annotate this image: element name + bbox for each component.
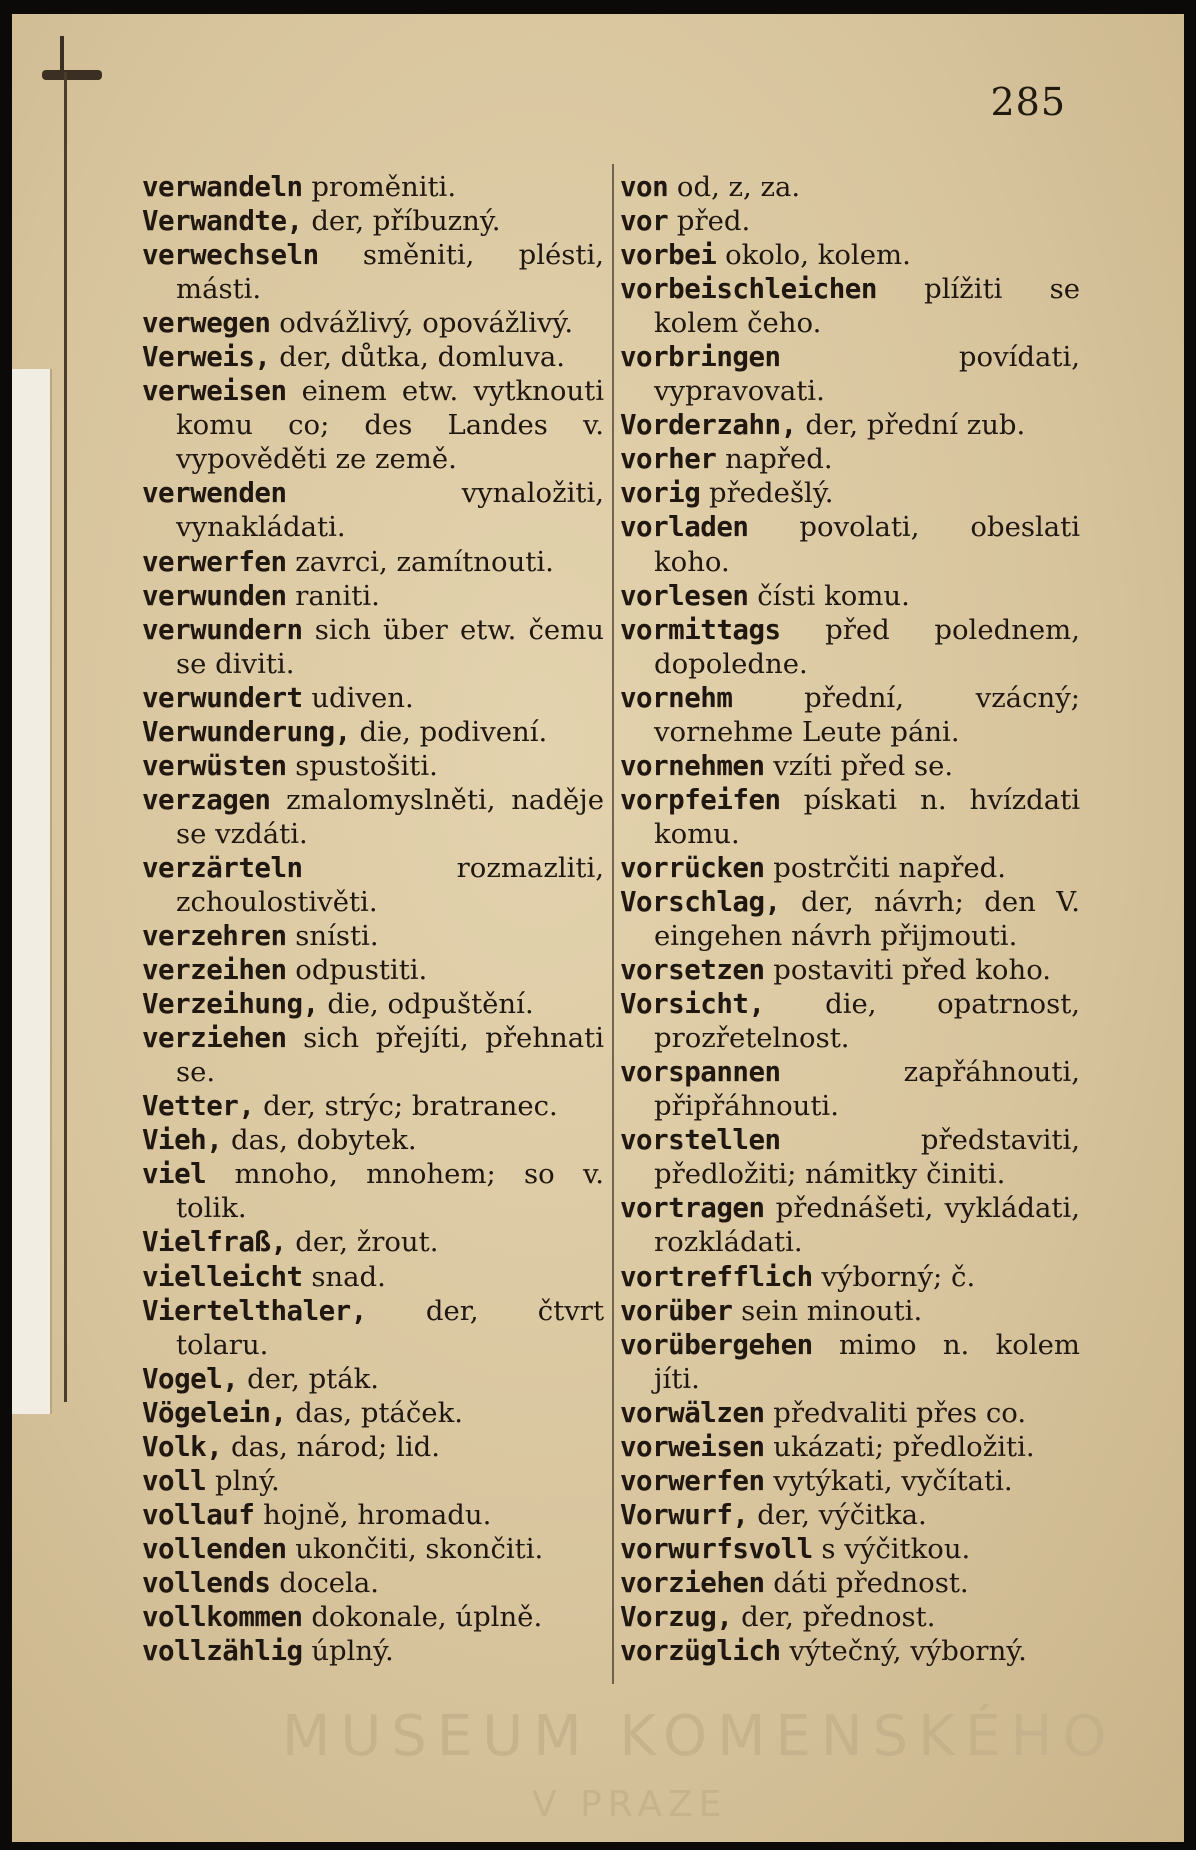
dictionary-entry	[620, 1294, 1080, 1328]
dictionary-entry	[620, 613, 1080, 681]
dictionary-entry	[620, 1328, 1080, 1396]
dictionary-entry	[620, 1123, 1080, 1191]
entry-definition: zapřáhnouti, připřáhnouti.	[654, 1056, 1080, 1123]
entry-definition: der, přednost.	[732, 1600, 936, 1633]
dictionary-entry	[142, 170, 604, 204]
entry-headword: vorbei	[620, 239, 717, 272]
entry-headword: Verzeihung,	[142, 988, 319, 1021]
dictionary-entry	[620, 238, 1080, 272]
dictionary-entry	[620, 987, 1080, 1055]
entry-definition: povolati, obeslati koho.	[654, 511, 1080, 578]
entry-definition: výtečný, výborný.	[780, 1635, 1027, 1668]
entry-headword: verweisen	[142, 375, 287, 408]
dictionary-entry	[620, 204, 1080, 238]
entry-headword: verwandeln	[142, 171, 303, 203]
column-divider	[612, 164, 614, 1684]
dictionary-entry	[142, 340, 604, 374]
entry-definition: zmalomyslněti, naděje se vzdáti.	[176, 783, 604, 850]
entry-headword: vorwurfsvoll	[620, 1532, 813, 1565]
entry-definition: der, důtka, domluva.	[270, 341, 566, 374]
entry-definition: sich über etw. čemu se diviti.	[176, 613, 604, 680]
dictionary-entry	[142, 987, 604, 1021]
entry-definition: směniti, plésti, másti.	[176, 239, 604, 306]
entry-definition: vytýkati, vyčítati.	[764, 1464, 1013, 1497]
entry-definition: hojně, hromadu.	[254, 1498, 492, 1531]
dictionary-entry	[142, 749, 604, 783]
dictionary-entry	[620, 510, 1080, 578]
entry-definition: das, národ; lid.	[222, 1430, 440, 1463]
dictionary-entry	[620, 272, 1080, 340]
entry-headword: vortragen	[620, 1192, 765, 1225]
entry-definition: proměniti.	[302, 171, 457, 203]
dictionary-entry	[142, 783, 604, 851]
dictionary-entry	[142, 1021, 604, 1089]
entry-definition: udiven.	[302, 681, 414, 714]
entry-headword: vorübergehen	[620, 1328, 813, 1361]
dictionary-entry	[620, 1532, 1080, 1566]
entry-definition: předvaliti přes co.	[764, 1396, 1027, 1429]
dictionary-entry	[142, 1260, 604, 1294]
entry-definition: der, strýc; bratranec.	[254, 1090, 558, 1123]
dictionary-entry	[142, 579, 604, 613]
left-column	[142, 170, 604, 1668]
entry-headword: vielleicht	[142, 1260, 303, 1293]
entry-definition: přední, vzácný; vornehme Leute páni.	[654, 681, 1080, 748]
entry-headword: vornehmen	[620, 749, 765, 782]
dictionary-entry	[142, 1634, 604, 1668]
dictionary-entry	[620, 1566, 1080, 1600]
dictionary-entry	[142, 1157, 604, 1225]
entry-definition: die, podivení.	[350, 715, 548, 748]
dictionary-entry	[620, 170, 1080, 204]
entry-headword: vorzüglich	[620, 1635, 781, 1668]
entry-headword: verzeihen	[142, 954, 287, 987]
entry-definition: s výčitkou.	[812, 1532, 971, 1565]
dictionary-entry	[620, 442, 1080, 476]
entry-definition: napřed.	[716, 443, 833, 476]
entry-definition: ukázati; předložiti.	[764, 1430, 1035, 1463]
margin-line	[64, 72, 67, 1402]
dictionary-entry	[142, 1566, 604, 1600]
dictionary-entry	[142, 476, 604, 544]
entry-definition: rozmazliti, zchoulostivěti.	[176, 851, 604, 918]
entry-definition: der, čtvrt tolaru.	[176, 1294, 604, 1361]
entry-headword: verwechseln	[142, 239, 319, 272]
entry-headword: vorrücken	[620, 851, 765, 884]
dictionary-entry	[620, 1430, 1080, 1464]
dictionary-entry	[142, 238, 604, 306]
entry-headword: verzärteln	[142, 851, 303, 884]
dictionary-entry	[620, 885, 1080, 953]
entry-headword: vorziehen	[620, 1566, 765, 1599]
entry-definition: před polednem, dopoledne.	[654, 613, 1080, 680]
dictionary-entry	[142, 1294, 604, 1362]
entry-headword: vor	[620, 205, 669, 238]
entry-headword: Verwunderung,	[142, 715, 351, 748]
entry-headword: verwegen	[142, 307, 271, 340]
dictionary-entry	[620, 1260, 1080, 1294]
entry-headword: Vielfraß,	[142, 1226, 287, 1259]
dictionary-entry	[620, 579, 1080, 613]
entry-definition: od, z, za.	[668, 171, 801, 203]
entry-definition: die, opatrnost, prozřetelnost.	[654, 988, 1080, 1055]
entry-headword: vorher	[620, 443, 717, 476]
dictionary-entry	[142, 715, 604, 749]
entry-definition: sein minouti.	[732, 1294, 923, 1327]
entry-headword: Verweis,	[142, 341, 271, 374]
entry-definition: povídati, vypravovati.	[654, 341, 1080, 408]
dictionary-entry	[142, 919, 604, 953]
right-column	[620, 170, 1080, 1668]
dictionary-entry	[620, 1191, 1080, 1259]
entry-definition: mnoho, mnohem; so v. tolik.	[176, 1158, 604, 1225]
dictionary-entry	[142, 1498, 604, 1532]
entry-headword: vorbringen	[620, 341, 781, 374]
entry-definition: einem etw. vytknouti komu co; des Landes v. vypověděti ze země.	[176, 375, 604, 476]
dictionary-entry	[142, 1225, 604, 1259]
dictionary-entry	[620, 476, 1080, 510]
dictionary-entry	[142, 1396, 604, 1430]
entry-headword: vollauf	[142, 1498, 255, 1531]
entry-headword: verwüsten	[142, 749, 287, 782]
entry-definition: zavrci, zamítnouti.	[286, 545, 554, 578]
entry-headword: Vorderzahn,	[620, 409, 797, 442]
entry-headword: vollzählig	[142, 1635, 303, 1668]
entry-headword: verwundert	[142, 681, 303, 714]
library-stamp-city: V PRAZE	[532, 1784, 728, 1825]
entry-headword: vorladen	[620, 511, 749, 544]
entry-definition: der, návrh; den V. eingehen návrh přijmouti.	[654, 885, 1080, 953]
entry-headword: Verwandte,	[142, 205, 303, 238]
entry-headword: vorüber	[620, 1294, 733, 1327]
entry-headword: vorpfeifen	[620, 783, 781, 816]
entry-definition: spustošiti.	[286, 749, 438, 782]
entry-definition: snad.	[302, 1260, 386, 1293]
dictionary-entry	[142, 851, 604, 919]
entry-headword: vornehm	[620, 681, 733, 714]
entry-definition: postaviti před koho.	[764, 954, 1052, 987]
entry-headword: Vieh,	[142, 1124, 223, 1157]
entry-headword: Vögelein,	[142, 1396, 287, 1429]
entry-headword: vorstellen	[620, 1124, 781, 1157]
entry-definition: dokonale, úplně.	[302, 1600, 543, 1633]
entry-headword: Volk,	[142, 1430, 223, 1463]
entry-definition: der, žrout.	[286, 1226, 439, 1259]
dictionary-entry	[142, 613, 604, 681]
dictionary-entry	[142, 374, 604, 476]
entry-headword: verwenden	[142, 477, 287, 510]
entry-definition: představiti, předložiti; námitky činiti.	[654, 1124, 1080, 1191]
entry-definition: předešlý.	[700, 477, 834, 510]
dictionary-entry	[142, 204, 604, 238]
entry-definition: der, pták.	[238, 1362, 380, 1395]
entry-definition: plížiti se kolem čeho.	[654, 273, 1080, 340]
entry-definition: der, přední zub.	[796, 409, 1026, 442]
entry-headword: vortrefflich	[620, 1260, 813, 1293]
dictionary-entry	[620, 1396, 1080, 1430]
entry-definition: před.	[668, 205, 751, 238]
entry-definition: okolo, kolem.	[716, 239, 911, 272]
dictionary-entry	[142, 1089, 604, 1123]
entry-definition: přednášeti, vykládati, rozkládati.	[654, 1192, 1080, 1259]
dictionary-entry	[620, 953, 1080, 987]
dictionary-entry	[620, 851, 1080, 885]
entry-headword: vorbeischleichen	[620, 273, 877, 306]
dictionary-entry	[142, 1430, 604, 1464]
entry-definition: docela.	[270, 1566, 379, 1599]
dictionary-entry	[620, 340, 1080, 408]
entry-definition: die, odpuštění.	[318, 988, 534, 1021]
dictionary-entry	[620, 783, 1080, 851]
entry-definition: postrčiti napřed.	[764, 851, 1006, 884]
dictionary-entry	[142, 1464, 604, 1498]
entry-definition: snísti.	[286, 920, 379, 953]
paper-strip	[12, 369, 52, 1414]
entry-headword: vollkommen	[142, 1600, 303, 1633]
entry-headword: verwerfen	[142, 545, 287, 578]
entry-headword: Vorschlag,	[620, 885, 781, 918]
entry-definition: úplný.	[302, 1635, 394, 1668]
dictionary-entry	[142, 1123, 604, 1157]
dictionary-entry	[142, 681, 604, 715]
entry-headword: verwunden	[142, 579, 287, 612]
entry-headword: Vorzug,	[620, 1600, 733, 1633]
entry-definition: odpustiti.	[286, 954, 428, 987]
dictionary-entry	[142, 953, 604, 987]
entry-definition: ukončiti, skončiti.	[286, 1532, 544, 1565]
dictionary-entry	[142, 306, 604, 340]
dictionary-page	[12, 14, 1184, 1842]
dictionary-entry	[620, 1464, 1080, 1498]
entry-headword: vorwälzen	[620, 1396, 765, 1429]
entry-definition: das, dobytek.	[222, 1124, 417, 1157]
entry-definition: pískati n. hvízdati komu.	[654, 783, 1080, 850]
entry-headword: vorsetzen	[620, 954, 765, 987]
dictionary-entry	[142, 1600, 604, 1634]
entry-headword: vorig	[620, 477, 701, 510]
dictionary-entry	[620, 1634, 1080, 1668]
entry-headword: Vetter,	[142, 1090, 255, 1123]
entry-definition: raniti.	[286, 579, 380, 612]
entry-definition: vynaložiti, vynakládati.	[176, 477, 604, 544]
entry-headword: von	[620, 171, 669, 203]
entry-definition: das, ptáček.	[286, 1396, 463, 1429]
entry-headword: voll	[142, 1464, 207, 1497]
entry-headword: vollends	[142, 1566, 271, 1599]
entry-headword: verziehen	[142, 1022, 287, 1055]
entry-headword: vorweisen	[620, 1430, 765, 1463]
page-number: 285	[990, 80, 1066, 124]
entry-definition: mimo n. kolem jíti.	[654, 1328, 1080, 1395]
entry-headword: vormittags	[620, 613, 781, 646]
entry-headword: vorwerfen	[620, 1464, 765, 1497]
entry-headword: vorlesen	[620, 579, 749, 612]
entry-headword: viel	[142, 1158, 207, 1191]
dictionary-entry	[142, 1532, 604, 1566]
dictionary-entry	[620, 749, 1080, 783]
dictionary-entry	[620, 1600, 1080, 1634]
library-stamp: MUSEUM KOMENSKÉHO	[282, 1704, 1117, 1769]
dictionary-entry	[620, 1055, 1080, 1123]
entry-headword: Viertelthaler,	[142, 1294, 367, 1327]
entry-definition: dáti přednost.	[764, 1566, 969, 1599]
dictionary-entry	[142, 1362, 604, 1396]
entry-headword: verzehren	[142, 920, 287, 953]
entry-headword: Vorwurf,	[620, 1498, 749, 1531]
entry-headword: Vogel,	[142, 1362, 239, 1395]
entry-headword: verwundern	[142, 613, 303, 646]
entry-definition: der, příbuzný.	[302, 205, 501, 238]
entry-headword: Vorsicht,	[620, 988, 765, 1021]
entry-definition: der, výčitka.	[748, 1498, 927, 1531]
entry-headword: verzagen	[142, 783, 271, 816]
entry-definition: sich přejíti, přehnati se.	[176, 1022, 604, 1089]
entry-headword: vollenden	[142, 1532, 287, 1565]
entry-definition: odvážlivý, opovážlivý.	[270, 307, 574, 340]
dictionary-entry	[620, 1498, 1080, 1532]
entry-headword: vorspannen	[620, 1056, 781, 1089]
entry-definition: čísti komu.	[748, 579, 910, 612]
dictionary-entry	[620, 408, 1080, 442]
dictionary-entry	[142, 545, 604, 579]
entry-definition: výborný; č.	[812, 1260, 976, 1293]
entry-definition: vzíti před se.	[764, 749, 954, 782]
dictionary-entry	[620, 681, 1080, 749]
entry-definition: plný.	[206, 1464, 280, 1497]
margin-mark	[42, 70, 102, 80]
